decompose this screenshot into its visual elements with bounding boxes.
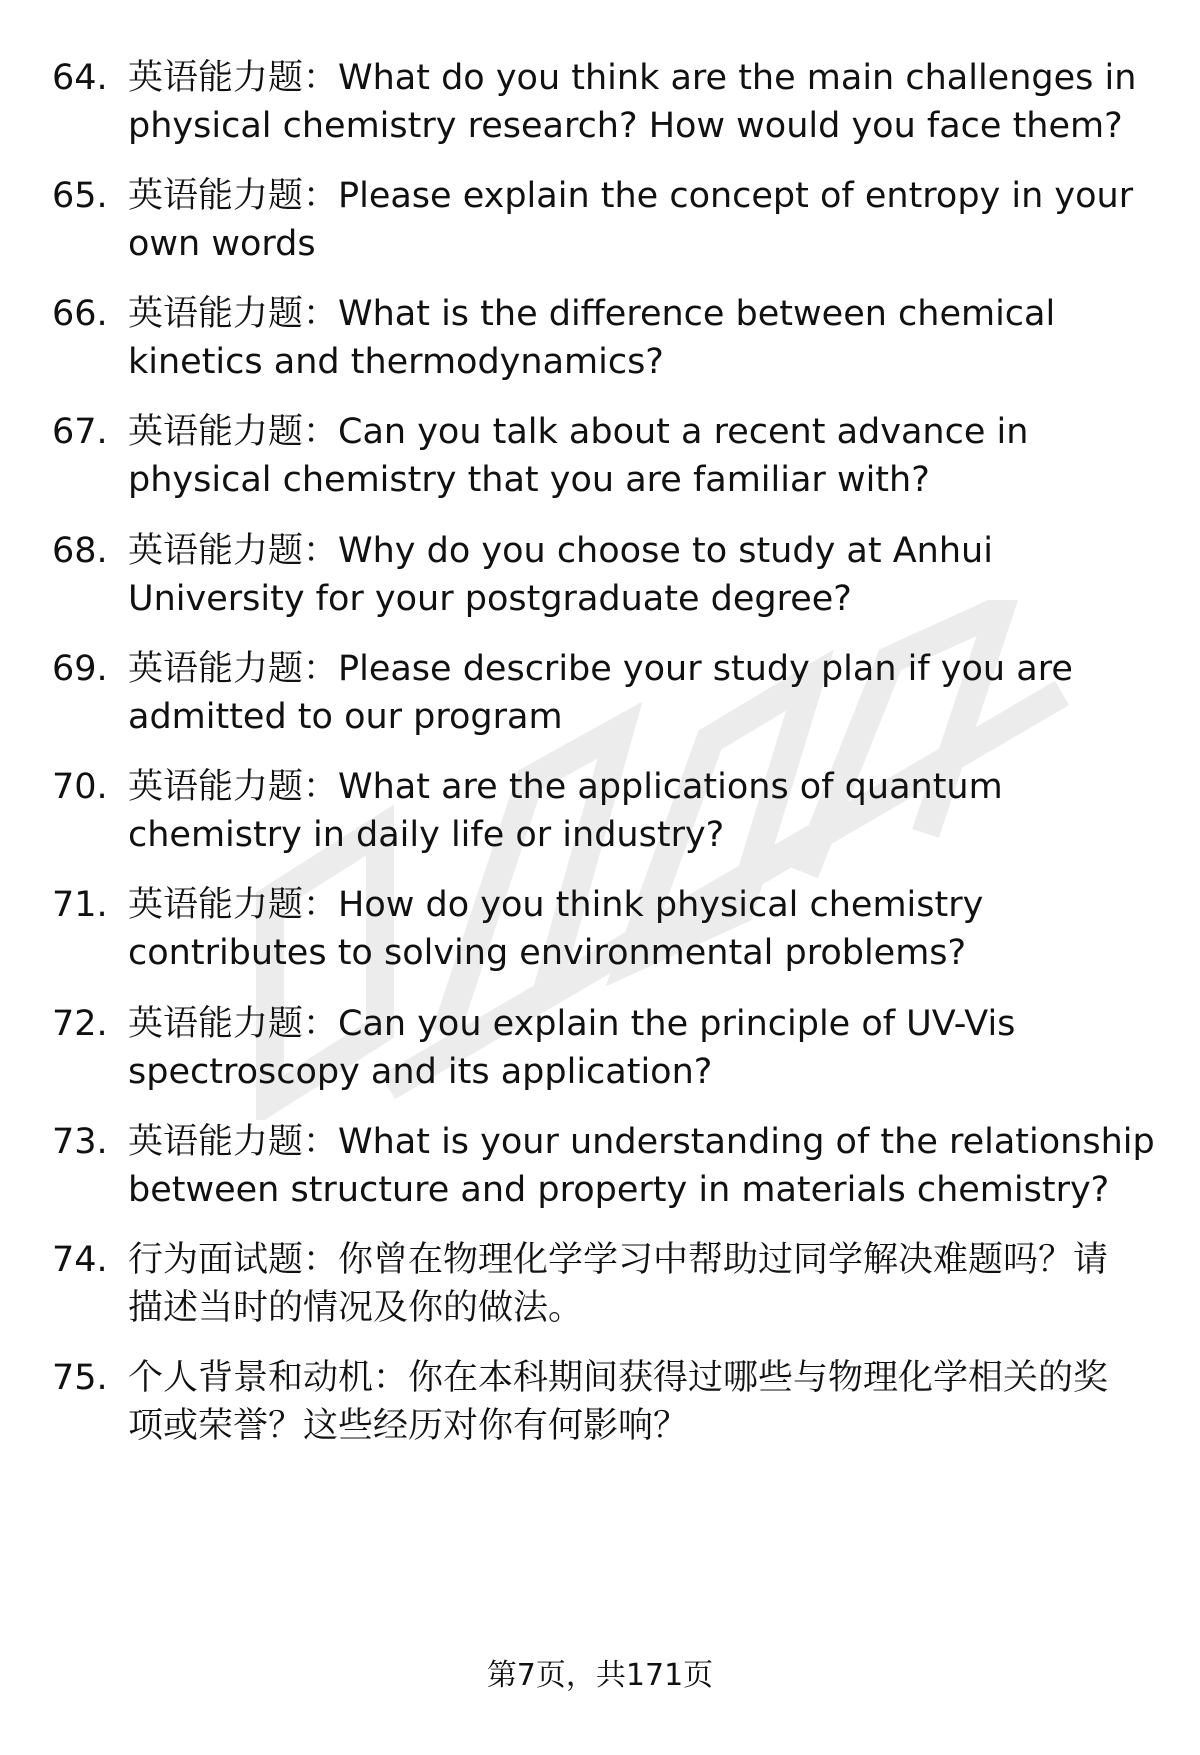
question-line: 英语能力题：How do you think physical chemistry — [128, 885, 984, 925]
question-number: 64. — [52, 58, 108, 98]
question-line: 描述当时的情况及你的做法。 — [128, 1288, 584, 1328]
page-number: 第7页，共171页 — [486, 1658, 714, 1693]
question-line: contributes to solving environmental problems? — [128, 933, 967, 973]
question-item — [0, 1000, 1200, 1110]
question-text — [128, 54, 1168, 150]
question-item — [0, 290, 1200, 400]
question-line: 英语能力题：Please describe your study plan if you are — [128, 649, 1073, 689]
question-text — [128, 1000, 1168, 1096]
question-text — [128, 172, 1168, 268]
question-line: 英语能力题：What do you think are the main challenges in — [128, 58, 1137, 98]
question-number: 69. — [52, 649, 108, 689]
question-number: 71. — [52, 885, 108, 925]
question-line: 个人背景和动机：你在本科期间获得过哪些与物理化学相关的奖 — [128, 1358, 1109, 1398]
question-line: 项或荣誉？这些经历对你有何影响？ — [128, 1406, 689, 1446]
question-line: 行为面试题：你曾在物理化学学习中帮助过同学解决难题吗？请 — [128, 1240, 1109, 1280]
question-item — [0, 763, 1200, 873]
question-number: 75. — [52, 1358, 108, 1398]
question-number: 74. — [52, 1240, 108, 1280]
question-item — [0, 1236, 1200, 1346]
question-line: between structure and property in materials chemistry? — [128, 1170, 1110, 1210]
question-text — [128, 881, 1168, 977]
question-line: 英语能力题：What is your understanding of the relationship — [128, 1122, 1155, 1162]
question-number: 65. — [52, 176, 108, 216]
question-text — [128, 645, 1168, 741]
question-number: 70. — [52, 767, 108, 807]
question-line: 英语能力题：Can you explain the principle of UV-Vis — [128, 1004, 1016, 1044]
question-line: 英语能力题：Why do you choose to study at Anhui — [128, 531, 993, 571]
question-item — [0, 408, 1200, 518]
question-text — [128, 1354, 1168, 1450]
question-line: own words — [128, 224, 316, 264]
question-line: 英语能力题：Can you talk about a recent advance in — [128, 412, 1029, 452]
page-footer — [0, 1656, 1200, 1696]
question-line: 英语能力题：Please explain the concept of entropy in your — [128, 176, 1134, 216]
question-line: spectroscopy and its application? — [128, 1052, 713, 1092]
question-item — [0, 645, 1200, 755]
question-line: chemistry in daily life or industry? — [128, 815, 725, 855]
question-line: physical chemistry research? How would you face them? — [128, 106, 1123, 146]
question-text — [128, 1118, 1168, 1214]
question-line: physical chemistry that you are familiar with? — [128, 460, 930, 500]
question-number: 73. — [52, 1122, 108, 1162]
question-number: 66. — [52, 294, 108, 334]
question-item — [0, 54, 1200, 164]
question-text — [128, 408, 1168, 504]
question-number: 68. — [52, 531, 108, 571]
question-item — [0, 881, 1200, 991]
question-line: University for your postgraduate degree? — [128, 579, 852, 619]
question-text — [128, 763, 1168, 859]
question-text — [128, 527, 1168, 623]
question-number: 67. — [52, 412, 108, 452]
question-item — [0, 172, 1200, 282]
question-item — [0, 1354, 1200, 1464]
question-text — [128, 1236, 1168, 1332]
question-line: 英语能力题：What is the difference between chemical — [128, 294, 1056, 334]
question-line: 英语能力题：What are the applications of quantum — [128, 767, 1003, 807]
question-line: kinetics and thermodynamics? — [128, 342, 664, 382]
question-text — [128, 290, 1168, 386]
question-line: admitted to our program — [128, 697, 563, 737]
question-number: 72. — [52, 1004, 108, 1044]
question-item — [0, 527, 1200, 637]
question-item — [0, 1118, 1200, 1228]
